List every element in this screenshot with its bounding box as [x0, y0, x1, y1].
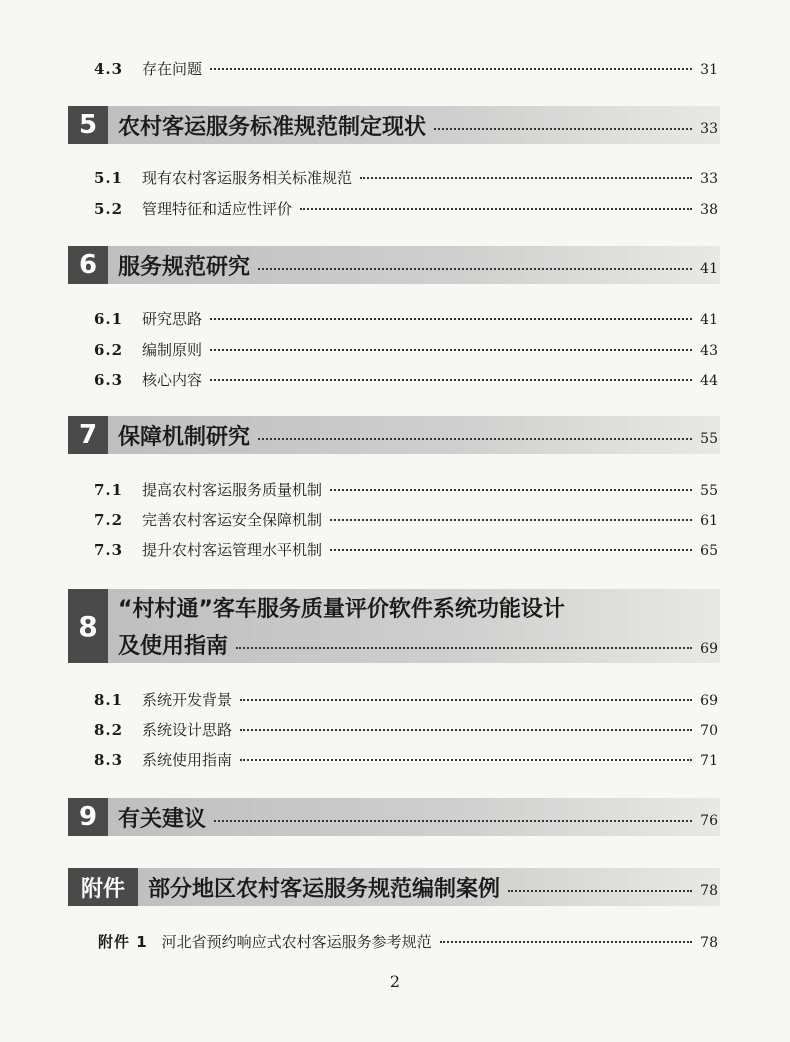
entry-title: 提升农村客运管理水平机制 [142, 541, 323, 559]
toc-entry-5-2 [94, 198, 718, 220]
entry-page: 69 [700, 693, 718, 709]
dot-leader [210, 318, 692, 320]
entry-number: 6.1 [94, 310, 124, 328]
entry-title: 核心内容 [142, 371, 203, 389]
dot-leader [300, 208, 692, 210]
toc-entry-7-3 [94, 539, 718, 561]
dot-leader [330, 489, 692, 491]
toc-entry-8-3 [94, 749, 718, 771]
entry-page: 38 [700, 202, 718, 218]
entry-number: 附件 1 [98, 933, 148, 951]
annex-title: 部分地区农村客运服务规范编制案例 [148, 876, 501, 902]
chapter-title-line2: 及使用指南 [118, 634, 229, 659]
entry-title: 现有农村客运服务相关标准规范 [142, 169, 353, 187]
chapter-number-badge: 5 [68, 106, 108, 144]
entry-title: 管理特征和适应性评价 [142, 200, 293, 218]
toc-chapter-8 [68, 589, 720, 663]
chapter-page: 69 [700, 641, 718, 657]
toc-entry-4-3 [94, 58, 718, 80]
chapter-title-line1: “村村通”客车服务质量评价软件系统功能设计 [118, 597, 565, 622]
toc-entry-6-2 [94, 339, 718, 361]
entry-page: 43 [700, 343, 718, 359]
toc-chapter-7 [68, 416, 720, 454]
toc-entry-8-1 [94, 689, 718, 711]
entry-page: 55 [700, 483, 718, 499]
chapter-number-badge: 7 [68, 416, 108, 454]
dot-leader [508, 890, 692, 892]
chapter-page: 41 [700, 261, 718, 277]
entry-page: 44 [700, 373, 718, 389]
chapter-title: 有关建议 [118, 806, 207, 832]
entry-page: 78 [700, 935, 718, 951]
dot-leader [240, 759, 692, 761]
chapter-page: 33 [700, 121, 718, 137]
entry-title: 河北省预约响应式农村客运服务参考规范 [161, 933, 432, 951]
entry-page: 33 [700, 171, 718, 187]
entry-title: 提高农村客运服务质量机制 [142, 481, 323, 499]
dot-leader [210, 379, 692, 381]
dot-leader [330, 519, 692, 521]
toc-entry-7-2 [94, 509, 718, 531]
dot-leader [240, 699, 692, 701]
chapter-number-badge: 9 [68, 798, 108, 836]
chapter-number-badge: 6 [68, 246, 108, 284]
chapter-title: 服务规范研究 [118, 254, 251, 280]
entry-page: 61 [700, 513, 718, 529]
entry-number: 6.3 [94, 371, 124, 389]
dot-leader [360, 177, 692, 179]
entry-number: 8.2 [94, 721, 124, 739]
entry-number: 6.2 [94, 341, 124, 359]
dot-leader [330, 549, 692, 551]
toc-entry-6-3 [94, 369, 718, 391]
chapter-page: 76 [700, 813, 718, 829]
entry-page: 41 [700, 312, 718, 328]
entry-title: 完善农村客运安全保障机制 [142, 511, 323, 529]
entry-title: 系统开发背景 [142, 691, 233, 709]
entry-page: 31 [700, 62, 718, 78]
entry-page: 71 [700, 753, 718, 769]
chapter-number-badge: 8 [68, 589, 108, 663]
dot-leader [434, 128, 692, 130]
toc-chapter-5 [68, 106, 720, 144]
toc-entry-annex-1 [98, 931, 718, 953]
chapter-title: 保障机制研究 [118, 424, 251, 450]
dot-leader [210, 68, 692, 70]
entry-title: 系统设计思路 [142, 721, 233, 739]
dot-leader [258, 438, 692, 440]
entry-number: 8.1 [94, 691, 124, 709]
entry-number: 7.1 [94, 481, 124, 499]
toc-annex [68, 868, 720, 906]
dot-leader [210, 349, 692, 351]
entry-title: 系统使用指南 [142, 751, 233, 769]
entry-number: 7.2 [94, 511, 124, 529]
dot-leader [240, 729, 692, 731]
chapter-title: 农村客运服务标准规范制定现状 [118, 114, 427, 140]
entry-number: 4.3 [94, 60, 124, 78]
entry-number: 8.3 [94, 751, 124, 769]
toc-chapter-9 [68, 798, 720, 836]
annex-page: 78 [700, 883, 718, 899]
entry-number: 5.2 [94, 200, 124, 218]
annex-badge: 附件 [68, 868, 138, 906]
toc-entry-6-1 [94, 308, 718, 330]
entry-title: 编制原则 [142, 341, 203, 359]
toc-entry-5-1 [94, 167, 718, 189]
entry-number: 5.1 [94, 169, 124, 187]
entry-page: 65 [700, 543, 718, 559]
toc-entry-8-2 [94, 719, 718, 741]
dot-leader [258, 268, 692, 270]
entry-page: 70 [700, 723, 718, 739]
toc-entry-7-1 [94, 479, 718, 501]
page-number: 2 [389, 972, 401, 991]
entry-title: 研究思路 [142, 310, 203, 328]
dot-leader [440, 941, 692, 943]
dot-leader [214, 820, 692, 822]
dot-leader [236, 647, 692, 649]
toc-chapter-6 [68, 246, 720, 284]
chapter-page: 55 [700, 431, 718, 447]
entry-title: 存在问题 [142, 60, 203, 78]
entry-number: 7.3 [94, 541, 124, 559]
